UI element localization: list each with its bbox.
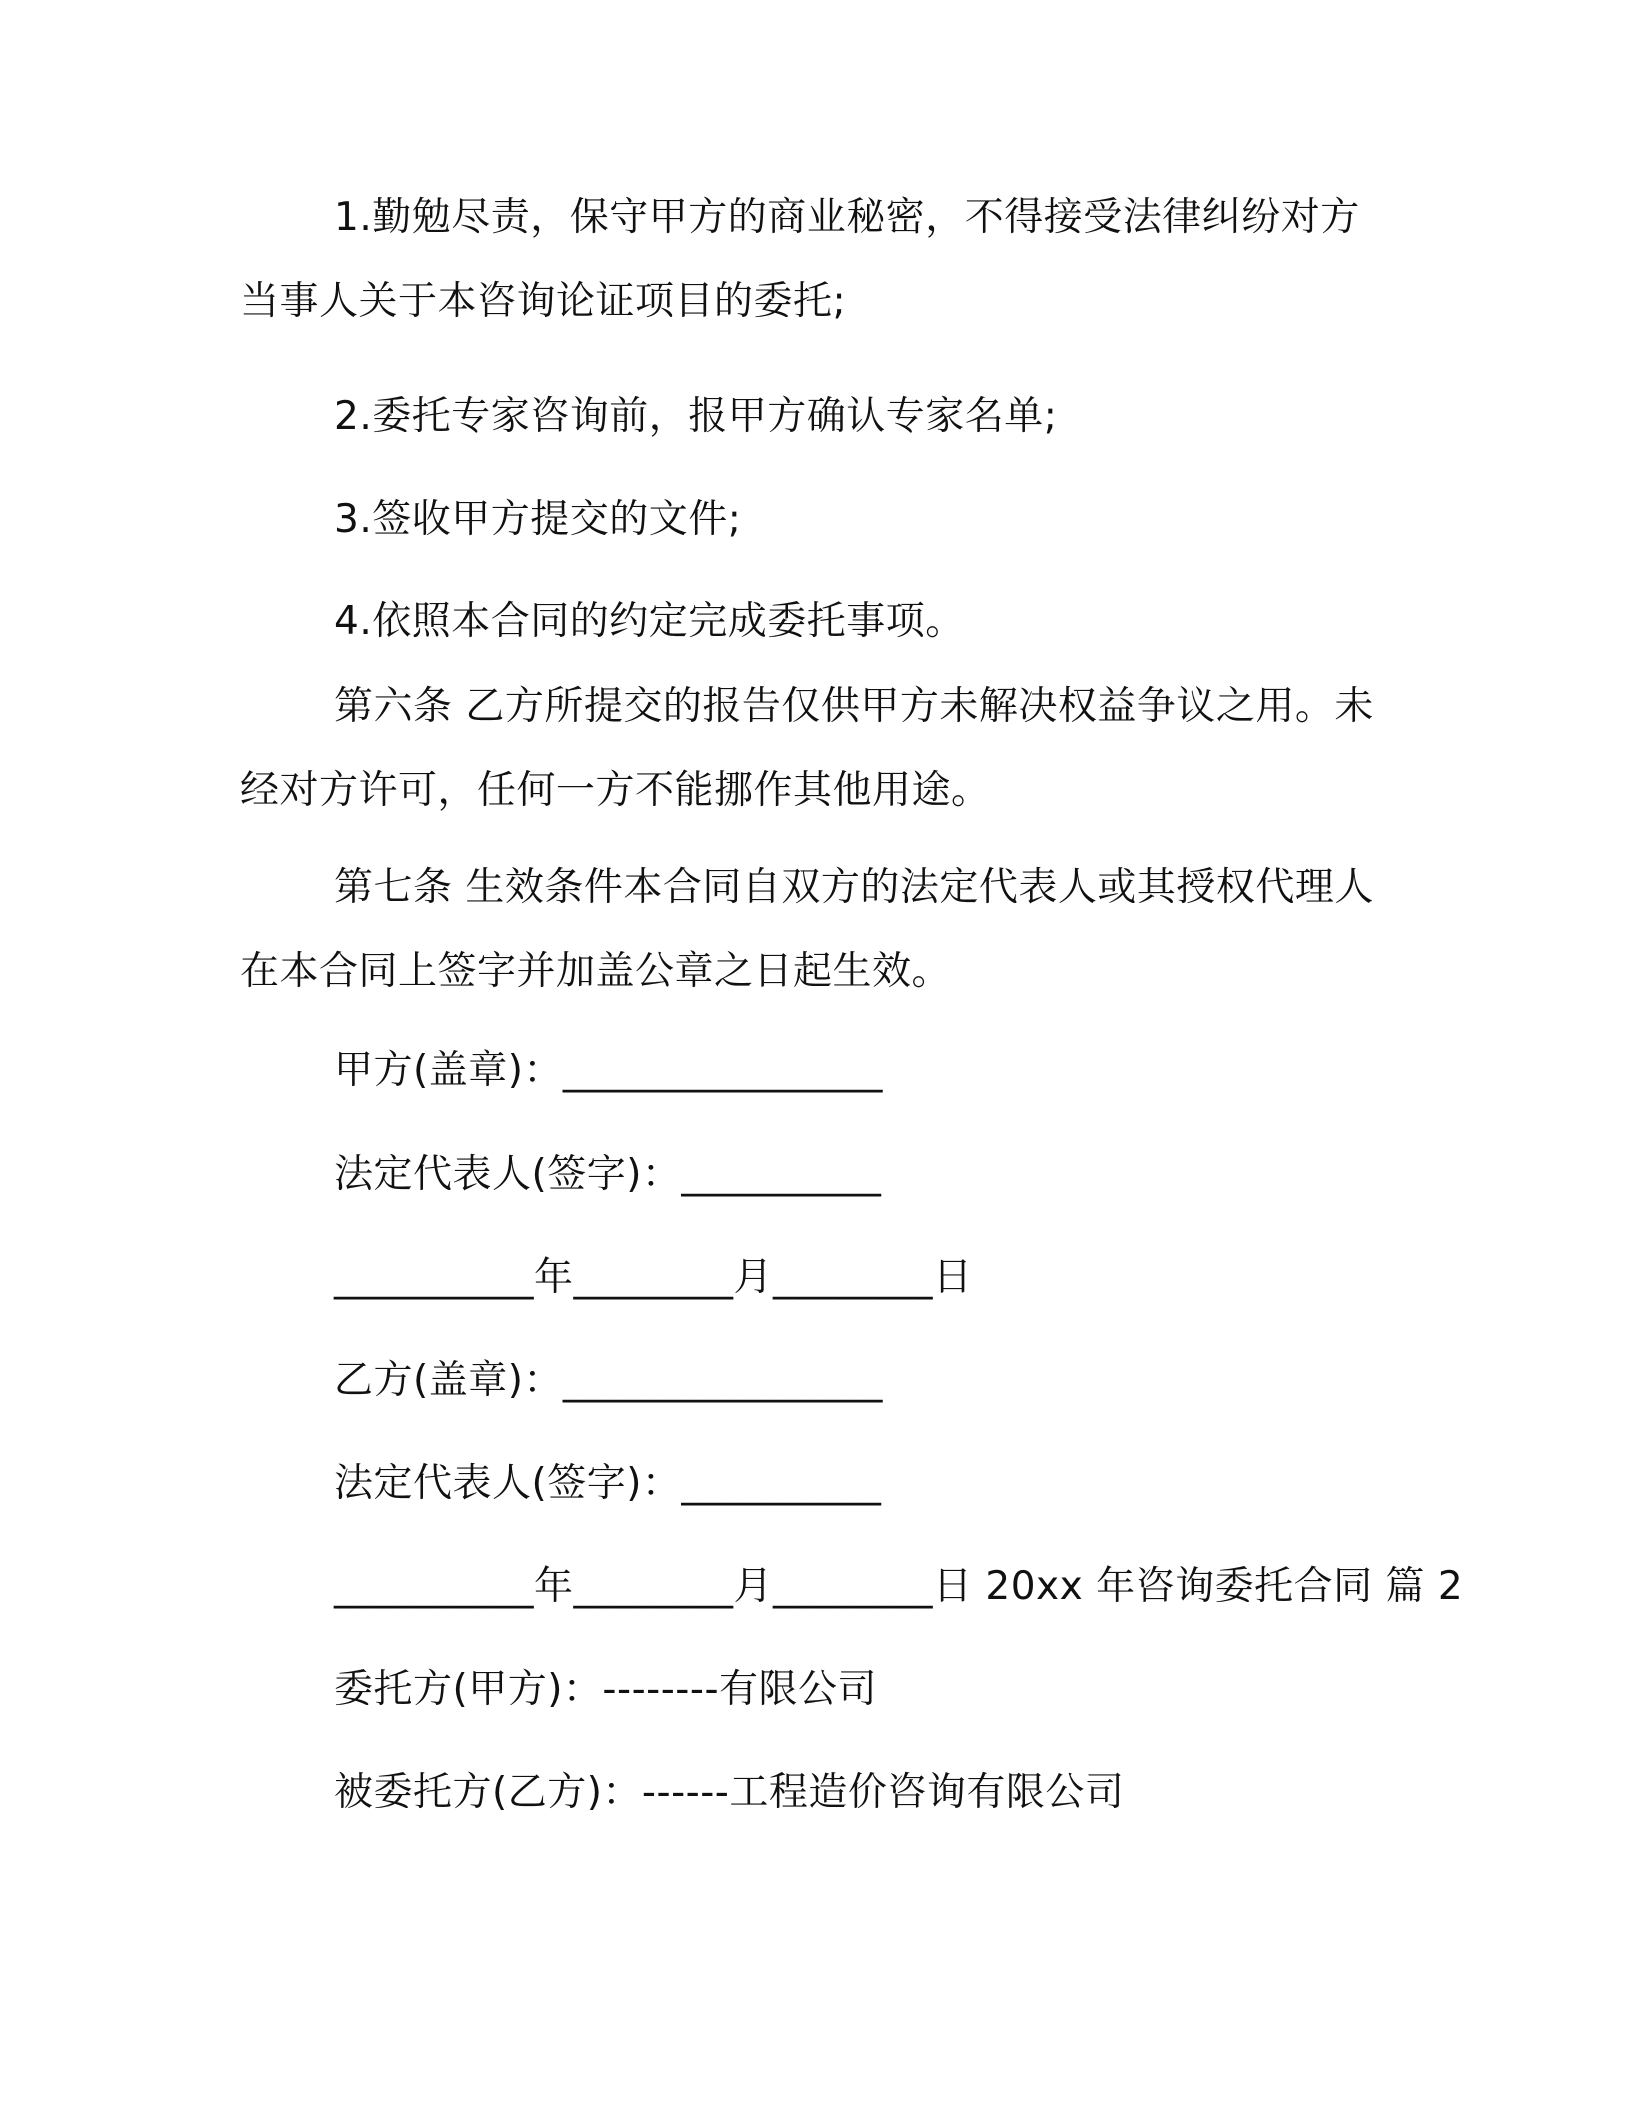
party-b-representative-line: 法定代表人(签字)：__________ (334, 1461, 882, 1506)
article-seven: 第七条 生效条件本合同自双方的法定代表人或其授权代理人在本合同上签字并加盖公章之日起生效。 (240, 865, 1374, 994)
party-a-representative-line: 法定代表人(签字)：__________ (334, 1152, 882, 1197)
party-a-seal-line: 甲方(盖章)：________________ (334, 1048, 883, 1093)
party-a-date-line: __________年________月________日 (334, 1255, 973, 1300)
clause-3: 3.签收甲方提交的文件; (334, 497, 742, 542)
clause-1: 1.勤勉尽责，保守甲方的商业秘密，不得接受法律纠纷对方当事人关于本咨询论证项目的委托; (240, 195, 1360, 324)
client-party-line: 委托方(甲方)：--------有限公司 (334, 1667, 878, 1712)
clause-2: 2.委托专家咨询前，报甲方确认专家名单; (334, 394, 1058, 439)
clause-4: 4.依照本合同的约定完成委托事项。 (334, 599, 965, 644)
article-six: 第六条 乙方所提交的报告仅供甲方未解决权益争议之用。未经对方许可，任何一方不能挪作其他用途。 (240, 684, 1374, 813)
party-b-date-and-contract-title: __________年________月________日 20xx 年咨询委托合同 篇 2 (334, 1564, 1464, 1609)
party-b-seal-line: 乙方(盖章)：________________ (334, 1358, 883, 1403)
contractor-party-line: 被委托方(乙方)：------工程造价咨询有限公司 (334, 1770, 1125, 1815)
